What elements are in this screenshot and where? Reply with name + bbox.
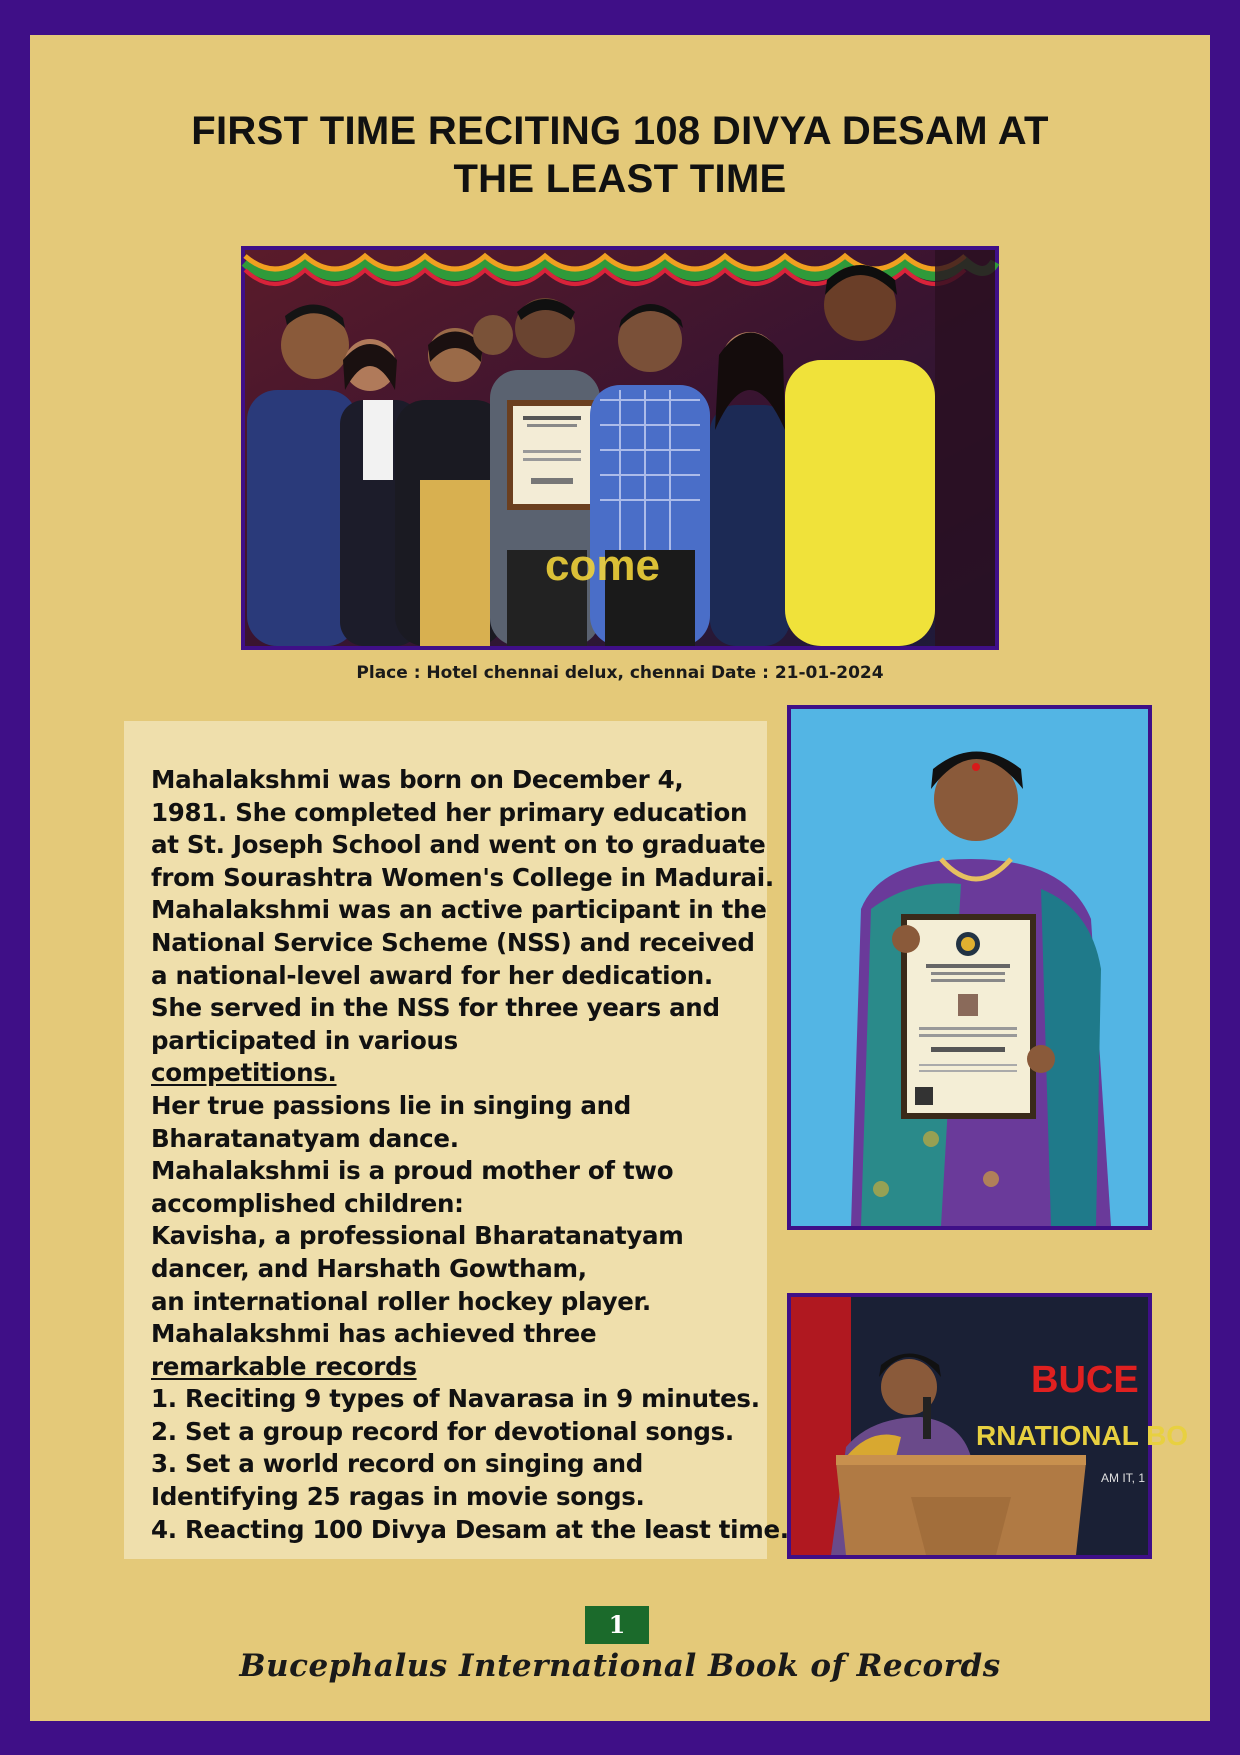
banner-text-2: RNATIONAL BO	[976, 1420, 1189, 1451]
bio-line: Mahalakshmi was an active participant in the	[151, 895, 767, 925]
photo-caption: Place : Hotel chennai delux, chennai Date : 21-01-2024	[356, 663, 884, 683]
bio-line: participated in various	[151, 1025, 458, 1055]
title-line-1: FIRST TIME RECITING 108 DIVYA DESAM AT	[191, 109, 1049, 153]
bio-line: 1981. She completed her primary education	[151, 797, 748, 827]
banner-text-3: AM IT, 1	[1101, 1471, 1146, 1485]
bio-heading-competitions: competitions.	[151, 1058, 337, 1088]
biography-panel	[124, 721, 789, 1559]
page-number-badge: 1	[585, 1606, 649, 1644]
svg-text:come: come	[545, 541, 660, 590]
record-item: Identifying 25 ragas in movie songs.	[151, 1482, 645, 1512]
record-item: 2. Set a group record for devotional songs.	[151, 1416, 734, 1446]
bio-line: accomplished children:	[151, 1188, 464, 1218]
page	[30, 35, 1210, 1721]
bio-line: Mahalakshmi is a proud mother of two	[151, 1156, 674, 1186]
footer-publication-title: Bucephalus International Book of Records	[239, 1648, 1001, 1684]
bio-line: National Service Scheme (NSS) and received	[151, 927, 755, 957]
record-item: 3. Set a world record on singing and	[151, 1449, 644, 1479]
bio-line: dancer, and Harshath Gowtham,	[151, 1253, 587, 1283]
bio-line: Kavisha, a professional Bharatanatyam	[151, 1221, 684, 1251]
bio-heading-records: remarkable records	[151, 1351, 417, 1381]
bio-line: She served in the NSS for three years and	[151, 993, 720, 1023]
title-line-2: THE LEAST TIME	[453, 157, 787, 201]
bio-line: Her true passions lie in singing and	[151, 1090, 632, 1120]
bio-line: Mahalakshmi was born on December 4,	[151, 765, 684, 794]
page-title	[30, 107, 1210, 203]
award-ceremony-photo	[241, 246, 999, 650]
bio-line: from Sourashtra Women's College in Madurai.	[151, 862, 774, 892]
bio-line: an international roller hockey player.	[151, 1286, 651, 1316]
bio-line: at St. Joseph School and went on to graduate	[151, 830, 766, 860]
record-item: 4. Reacting 100 Divya Desam at the least time.	[151, 1514, 789, 1544]
bio-line: a national-level award for her dedication.	[151, 960, 713, 990]
banner-text-1: BUCE	[1031, 1359, 1139, 1401]
podium-speech-photo	[787, 1293, 1189, 1559]
portrait-with-certificate-photo	[787, 705, 1152, 1230]
bio-line: Bharatanatyam dance.	[151, 1123, 459, 1153]
record-item: 1. Reciting 9 types of Navarasa in 9 minutes.	[151, 1384, 760, 1414]
bio-line: Mahalakshmi has achieved three	[151, 1319, 597, 1349]
